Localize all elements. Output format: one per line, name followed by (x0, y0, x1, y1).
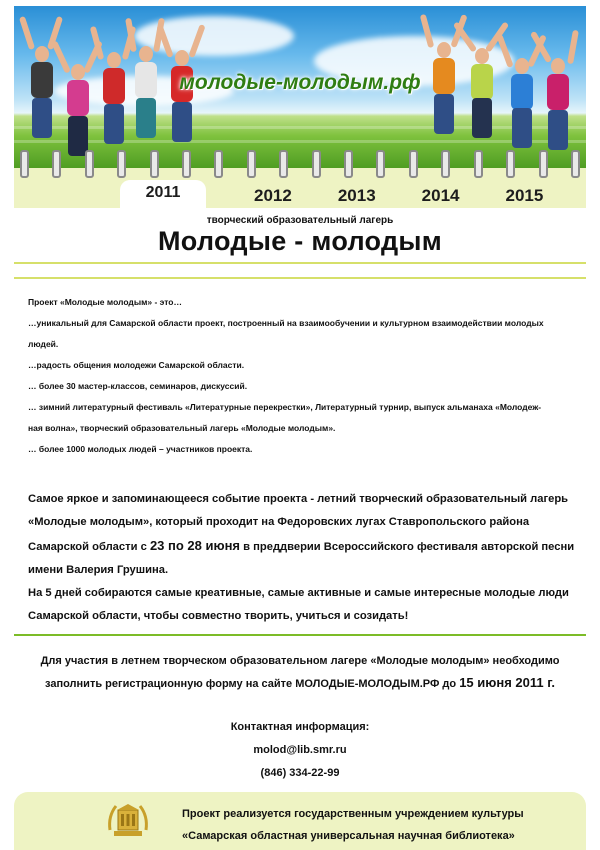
ring-icon (85, 150, 94, 178)
ring-icon (182, 150, 191, 178)
jumping-person-figure (58, 36, 98, 156)
main-line: Самое яркое и запоминающееся событие проекта - летний творческий образовательный лагерь (28, 493, 569, 505)
ring-icon (409, 150, 418, 178)
header-banner (14, 6, 586, 168)
intro-line: … зимний литературный фестиваль «Литературные перекрестки», Литературный турнир, выпуск альманаха «Молодеж- (28, 402, 542, 412)
ring-icon (150, 150, 159, 178)
year-tabs (120, 180, 555, 212)
tab-2015[interactable]: 2015 (505, 186, 544, 205)
registration-text: заполнить регистрационную форму на сайте МОЛОДЫЕ-МОЛОДЫМ.РФ до (45, 678, 460, 690)
contact-info (0, 716, 600, 785)
library-emblem-icon (106, 800, 150, 840)
main-line-text: Самарской области с (28, 541, 150, 553)
intro-line: …уникальный для Самарской области проект, построенный на взаимообучении и культурном взаимодействии молодых (28, 318, 544, 328)
intro-line: Проект «Молодые молодым» - это… (28, 297, 182, 307)
registration-deadline: 15 июня 2011 г. (459, 675, 555, 690)
footer-line: Проект реализуется государственным учреждением культуры (182, 808, 524, 820)
footer-line: «Самарская областная универсальная научная библиотека» (182, 830, 515, 842)
intro-line: ная волна», творческий образовательный лагерь «Молодые молодым». (28, 423, 336, 433)
ring-icon (214, 150, 223, 178)
footer-text (182, 803, 524, 847)
ring-icon (441, 150, 450, 178)
registration-line (20, 672, 580, 695)
intro-list (28, 292, 578, 460)
contact-phone: (846) 334-22-99 (260, 767, 340, 779)
site-title[interactable]: молодые-молодым.рф (179, 71, 421, 94)
ring-icon (52, 150, 61, 178)
tab-2014[interactable]: 2014 (421, 186, 460, 205)
ring-icon (117, 150, 126, 178)
ring-icon (247, 150, 256, 178)
main-line (28, 534, 583, 559)
divider (14, 262, 586, 264)
registration-notice (20, 650, 580, 695)
ring-icon (474, 150, 483, 178)
ring-icon (539, 150, 548, 178)
event-dates: 23 по 28 июня (149, 538, 241, 553)
main-line: имени Валерия Грушина. (28, 564, 169, 576)
tab-2011[interactable]: 2011 (120, 180, 206, 212)
tab-2013[interactable]: 2013 (337, 186, 376, 205)
contact-email[interactable]: molod@lib.smr.ru (253, 744, 347, 756)
footer (14, 792, 586, 850)
divider (14, 277, 586, 279)
ring-icon (20, 150, 29, 178)
contact-heading: Контактная информация: (230, 721, 370, 733)
main-line: Самарской области, чтобы совместно творить, учиться и созидать! (28, 610, 409, 622)
calendar-rings (20, 150, 580, 178)
divider (14, 634, 586, 636)
ring-icon (571, 150, 580, 178)
registration-line: Для участия в летнем творческом образовательном лагере «Молодые молодым» необходимо (40, 655, 560, 667)
tab-2012[interactable]: 2012 (254, 186, 292, 205)
ring-icon (312, 150, 321, 178)
intro-line: людей. (28, 339, 59, 349)
ring-icon (506, 150, 515, 178)
page-subtitle: творческий образовательный лагерь (206, 215, 394, 226)
intro-line: … более 30 мастер-классов, семинаров, дискуссий. (28, 381, 248, 391)
main-line: «Молодые молодым», который проходит на Федоровских лугах Ставропольского района (28, 516, 530, 528)
page-title: Молодые - молодым (157, 226, 443, 256)
intro-line: …радость общения молодежи Самарской области. (28, 360, 245, 370)
intro-line: … более 1000 молодых людей – участников проекта. (28, 444, 253, 454)
main-line: На 5 дней собираются самые креативные, самые активные и самые интересные молодые люди (28, 587, 569, 599)
ring-icon (376, 150, 385, 178)
main-description (28, 488, 583, 628)
ring-icon (344, 150, 353, 178)
main-line-text: в преддверии Всероссийского фестиваля авторской песни (240, 541, 575, 553)
ring-icon (279, 150, 288, 178)
